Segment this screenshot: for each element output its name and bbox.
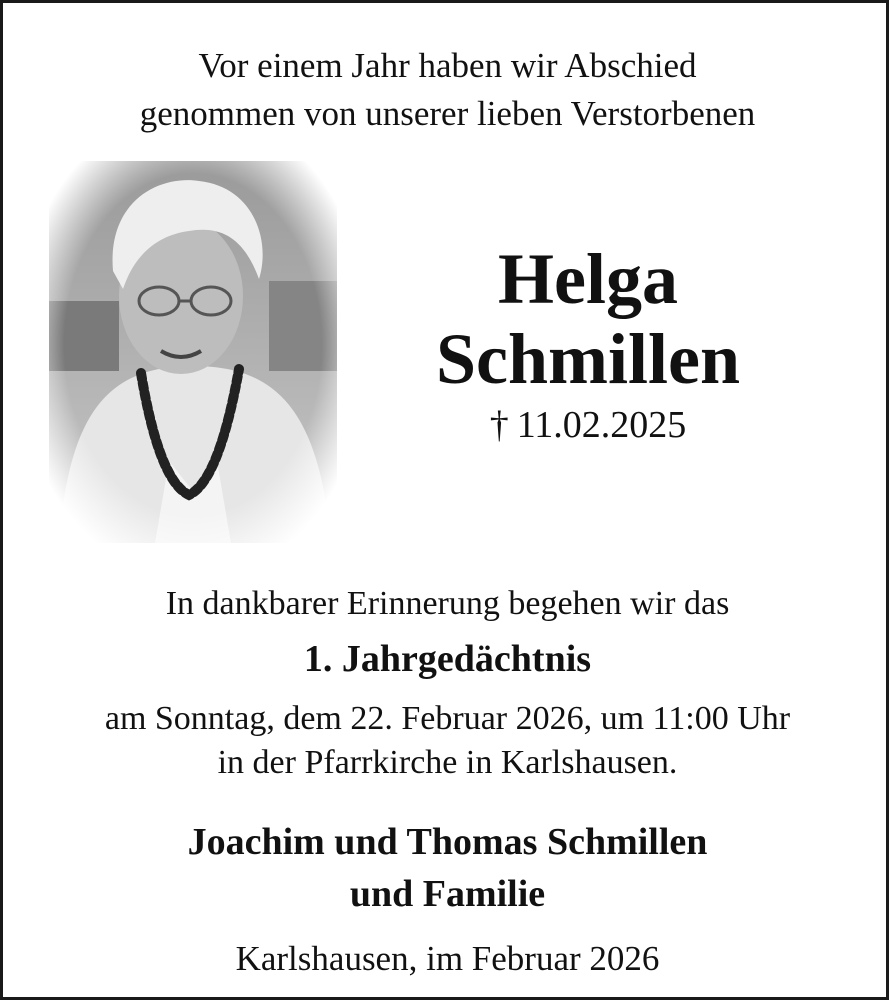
event-datetime: am Sonntag, dem 22. Februar 2026, um 11:00 Uhr [104,700,791,737]
deceased-last-name: Schmillen [435,319,741,399]
intro-line-1: Vor einem Jahr haben wir Abschied [198,46,697,85]
place-and-date: Karlshausen, im Februar 2026 [235,939,660,978]
signature-line-1: Joachim und Thomas Schmillen [187,821,708,863]
portrait-photo [49,161,337,543]
death-date-line [363,401,813,449]
signature-line-2: und Familie [349,873,546,915]
portrait-image [49,161,337,543]
cross-icon: † [489,404,509,446]
event-location: in der Pfarrkirche in Karlshausen. [217,744,678,781]
death-date: 11.02.2025 [516,404,687,446]
memory-line: In dankbarer Erinnerung begehen wir das [165,585,730,622]
event-title: 1. Jahrgedächtnis [303,638,592,680]
deceased-first-name: Helga [498,239,678,319]
intro-line-2: genommen von unserer lieben Verstorbenen [139,94,756,133]
